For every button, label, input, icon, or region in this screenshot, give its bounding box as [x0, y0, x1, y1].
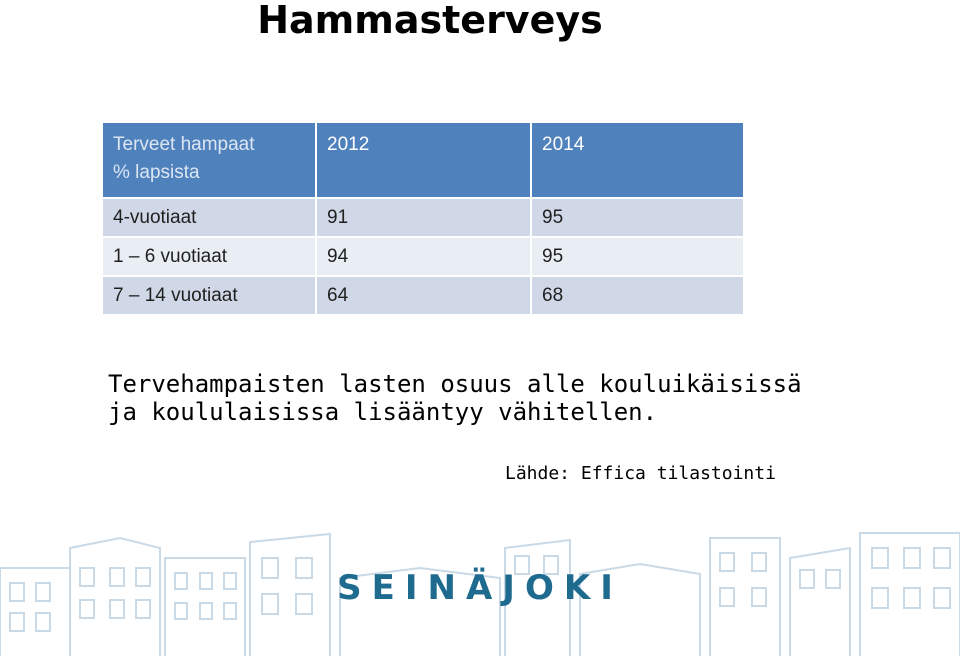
summary-text: Tervehampaisten lasten osuus alle kouluikäisissä ja koululaisissa lisääntyy vähitellen.: [108, 370, 802, 426]
seinajoki-logo: SEINÄJOKI: [337, 568, 623, 608]
row-label: 4-vuotiaat: [103, 198, 316, 237]
value-2012: 94: [316, 237, 531, 276]
value-2012: 91: [316, 198, 531, 237]
header-line-2: % lapsista: [113, 162, 200, 183]
year-2012-header: 2012: [316, 123, 531, 198]
table-row: [103, 237, 743, 276]
value-2012: 64: [316, 276, 531, 315]
value-2014: 95: [531, 198, 743, 237]
value-2014: 95: [531, 237, 743, 276]
value-2014: 68: [531, 276, 743, 315]
teeth-health-table: [103, 123, 743, 316]
source-note: Lähde: Effica tilastointi: [505, 463, 776, 484]
row-label: 7 – 14 vuotiaat: [103, 276, 316, 315]
table-row: [103, 276, 743, 315]
table-header-row: [103, 123, 743, 198]
year-2014-header: 2014: [531, 123, 743, 198]
table-corner-header: [103, 123, 316, 198]
row-label: 1 – 6 vuotiaat: [103, 237, 316, 276]
page-title: Hammasterveys: [257, 0, 603, 42]
header-line-1: Terveet hampaat: [113, 134, 255, 155]
table-row: [103, 198, 743, 237]
